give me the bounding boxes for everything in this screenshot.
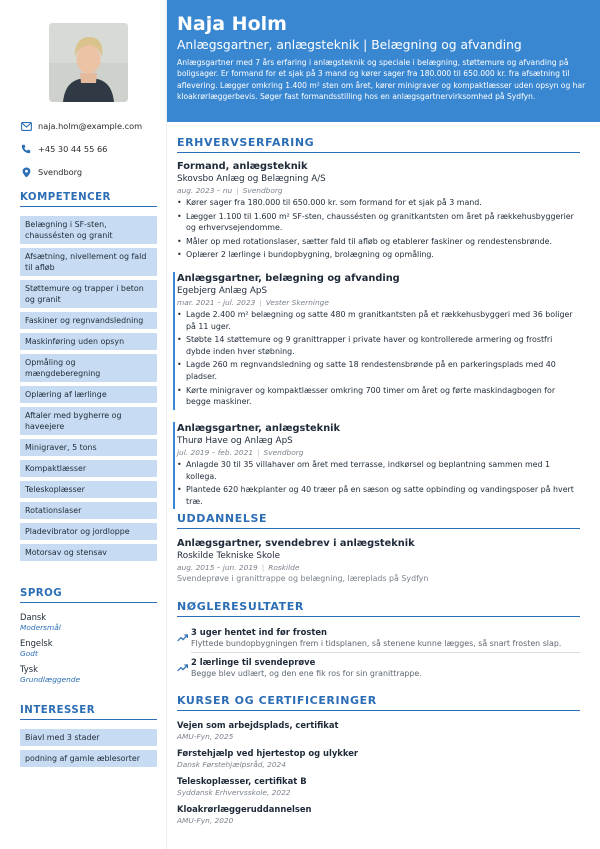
candidate-name: Naja Holm	[177, 13, 287, 35]
skill-chip: Støttemure og trapper i beton og granit	[20, 280, 157, 308]
job-bullet: • Kører sager fra 180.000 til 650.000 kr. som formand for et sjak på 3 mand.	[177, 197, 580, 209]
language-item	[20, 663, 157, 685]
skill-chip: Opmåling og mængdeberegning	[20, 354, 157, 382]
job-bullet: • Lagde 260 m regnvandsledning og satte 18 rendestensbrønde på en parkeringsplads med 40 pladser.	[177, 359, 576, 382]
job-entry	[173, 422, 576, 509]
job-title: Anlægsgartner, belægning og afvanding	[177, 273, 400, 284]
job-bullet: • Kørte minigraver og kompaktlæsser omkring 700 timer om året og førte maskindagbogen for begge maskiner.	[177, 385, 576, 408]
job-entry	[173, 272, 576, 410]
skill-chip: Belægning i SF-sten, chaussésten og granit	[20, 216, 157, 244]
skill-chip: Minigraver, 5 tons	[20, 439, 157, 456]
language-level: Godt	[20, 649, 38, 658]
envelope-icon	[20, 120, 32, 132]
job-location: Vester Skerninge	[265, 298, 329, 307]
education-dates: aug. 2015 – jun. 2019	[177, 563, 258, 572]
skills-heading: KOMPETENCER	[20, 192, 157, 207]
job-location: Svendborg	[263, 448, 304, 457]
job-bullet: • Måler op med rotationslaser, sætter fald til afløb og etablerer faskiner og rendestensbrønde.	[177, 236, 580, 248]
job-dates: jul. 2019 – feb. 2021	[177, 448, 254, 457]
course-item	[177, 775, 580, 798]
results-heading: NØGLERESULTATER	[177, 600, 580, 617]
profile-photo	[49, 23, 128, 102]
skill-chip: Maskinføring uden opsyn	[20, 333, 157, 350]
job-bullet: • Lægger 1.100 til 1.600 m² SF-sten, chaussésten og granitkantsten om året på rækkehusbyggerier og erhvervsejendomme.	[177, 211, 580, 234]
email-text: naja.holm@example.com	[38, 121, 143, 131]
language-name: Tysk	[20, 664, 38, 674]
job-bullet: • Oplærer 2 lærlinge i bundopbygning, brolægning og opmåling.	[177, 249, 580, 261]
education-entry	[177, 537, 580, 584]
job-meta: aug. 2023 – nu | Svendborg	[177, 186, 283, 195]
sidebar	[0, 0, 167, 849]
phone-icon	[20, 143, 32, 155]
job-bullet: • Anlagde 30 til 35 villahaver om året med terrasse, indkørsel og beplantning sammen med 1 kollega.	[177, 459, 576, 482]
trend-up-icon	[177, 627, 191, 653]
profile-header	[167, 0, 600, 122]
result-body	[191, 656, 580, 682]
skill-chip: Pladevibrator og jordloppe	[20, 523, 157, 540]
skill-chip: Teleskoplæsser	[20, 481, 157, 498]
course-item	[177, 803, 580, 826]
skill-chip: Kompaktlæsser	[20, 460, 157, 477]
job-location: Svendborg	[242, 186, 283, 195]
result-body	[191, 626, 580, 653]
skill-chip: Aftaler med bygherre og haveejere	[20, 407, 157, 435]
experience-heading: ERHVERVSERFARING	[177, 136, 580, 153]
course-meta: AMU-Fyn, 2020	[177, 816, 234, 825]
job-bullets	[177, 309, 576, 408]
education-description: Svendeprøve i granittrappe og belægning, læreplads på Sydfyn	[177, 574, 429, 583]
course-title: Vejen som arbejdsplads, certifikat	[177, 720, 339, 730]
location-text: Svendborg	[38, 167, 83, 177]
job-dates: aug. 2023 – nu	[177, 186, 233, 195]
result-item	[177, 656, 580, 682]
courses-heading: KURSER OG CERTIFICERINGER	[177, 694, 580, 711]
job-bullet: • Plantede 620 hækplanter og 40 træer på en sæson og satte opbinding og vandingsposer på hvert træ.	[177, 484, 576, 507]
job-company: Skovsbo Anlæg og Belægning A/S	[177, 174, 326, 184]
result-title: 3 uger hentet ind før frosten	[191, 627, 327, 637]
language-item	[20, 611, 157, 633]
trend-up-icon	[177, 657, 191, 682]
skills-list	[20, 216, 157, 565]
result-item	[177, 626, 580, 653]
skill-chip: Faskiner og regnvandsledning	[20, 312, 157, 329]
course-title: Førstehjælp ved hjertestop og ulykker	[177, 748, 359, 758]
education-location: Roskilde	[268, 563, 300, 572]
result-title: 2 lærlinge til svendeprøve	[191, 657, 316, 667]
job-company: Thurø Have og Anlæg ApS	[177, 436, 293, 446]
phone-text: +45 30 44 55 66	[38, 144, 108, 154]
contact-location	[20, 165, 82, 179]
map-pin-icon	[20, 166, 32, 178]
job-bullets	[177, 197, 580, 261]
job-entry	[177, 160, 580, 263]
skill-chip: Rotationslaser	[20, 502, 157, 519]
language-name: Engelsk	[20, 638, 53, 648]
course-meta: AMU-Fyn, 2025	[177, 732, 234, 741]
education-meta: aug. 2015 – jun. 2019 | Roskilde	[177, 563, 300, 572]
school-name: Roskilde Tekniske Skole	[177, 551, 281, 561]
course-meta: Dansk Førstehjælpsråd, 2024	[177, 760, 286, 769]
job-meta: mar. 2021 – jul. 2023 | Vester Skerninge	[177, 298, 329, 307]
job-meta: jul. 2019 – feb. 2021 | Svendborg	[177, 448, 304, 457]
interests-heading: INTERESSER	[20, 705, 157, 720]
languages-list	[20, 611, 157, 689]
degree-title: Anlægsgartner, svendebrev i anlægsteknik	[177, 538, 415, 549]
avatar	[49, 23, 128, 102]
job-dates: mar. 2021 – jul. 2023	[177, 298, 256, 307]
contact-email[interactable]	[20, 119, 142, 133]
language-level: Modersmål	[20, 623, 61, 632]
language-level: Grundlæggende	[20, 675, 81, 684]
course-meta: Syddansk Erhvervsskole, 2022	[177, 788, 291, 797]
interest-chip: podning af gamle æblesorter	[20, 750, 157, 767]
job-title: Formand, anlægsteknik	[177, 161, 308, 172]
languages-heading: SPROG	[20, 588, 157, 603]
language-name: Dansk	[20, 612, 47, 622]
job-title: Anlægsgartner, anlægsteknik	[177, 423, 341, 434]
course-item	[177, 719, 580, 742]
skill-chip: Oplæring af lærlinge	[20, 386, 157, 403]
result-description: Flyttede bundopbygningen frem i tidsplanen, så stenene kunne lægges, så snart frosten slap.	[191, 638, 580, 653]
job-bullet: • Lagde 2.400 m² belægning og satte 480 m granitkantsten på et rækkehusbyggeri med 36 boliger på 11 uger.	[177, 309, 576, 332]
job-bullets	[177, 459, 576, 507]
language-item	[20, 637, 157, 659]
contact-phone[interactable]	[20, 142, 107, 156]
education-heading: UDDANNELSE	[177, 512, 580, 529]
course-title: Teleskoplæsser, certifikat B	[177, 776, 307, 786]
result-description: Begge blev udlært, og den ene fik ros for sin granittrappe.	[191, 669, 422, 678]
course-item	[177, 747, 580, 770]
interests-list	[20, 729, 157, 771]
skill-chip: Afsætning, nivellement og fald til afløb	[20, 248, 157, 276]
course-title: Kloakrørlæggeruddannelsen	[177, 804, 312, 814]
skill-chip: Motorsav og stensav	[20, 544, 157, 561]
interest-chip: Biavl med 3 stader	[20, 729, 157, 746]
candidate-title: Anlægsgartner, anlægsteknik | Belægning og afvanding	[177, 38, 522, 52]
job-company: Egebjerg Anlæg ApS	[177, 286, 268, 296]
profile-summary: Anlægsgartner med 7 års erfaring i anlægsteknik og speciale i belægning, støttemure og afvanding på boligsager. Er formand for et sjak på 3 mand og kører sager fra 180.000 til 650.000 kr. fra afsætning til aflevering. Lægger omkring 1.400 m² sten om året, kører minigraver og kompaktlæsser uden opsyn og har kloakrørlæggerbevis. Søger fast formandsstilling hos en anlægsgartnervirksomhed på Sydfyn.	[177, 58, 586, 102]
job-bullet: • Støbte 14 støttemure og 9 granittrapper i private haver og kontrollerede armering og frostfri dybde inden hver støbning.	[177, 334, 576, 357]
